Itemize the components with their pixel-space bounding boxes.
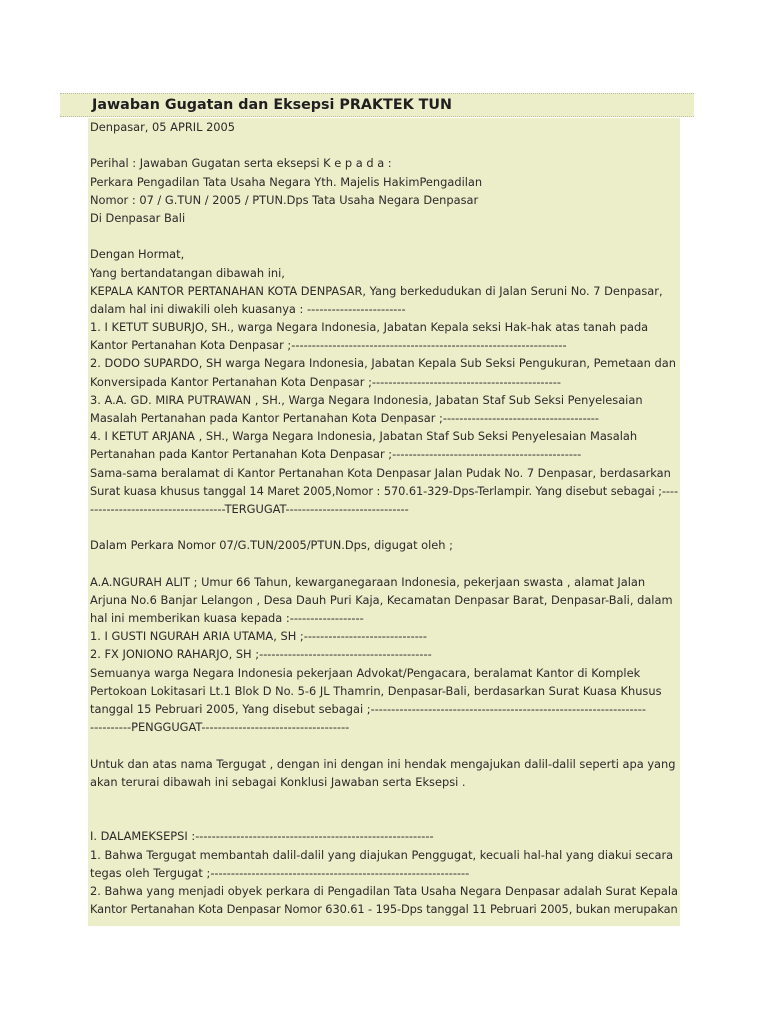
text-line: 3. A.A. GD. MIRA PUTRAWAN , SH., Warga Negara Indonesia, Jabatan Staf Sub Seksi Penyelesaian	[90, 392, 643, 407]
text-line: dalam hal ini diwakili oleh kuasanya : ------------------------	[90, 301, 406, 316]
text-line: ---------------------------------TERGUGAT------------------------------	[90, 501, 409, 516]
document-title: Jawaban Gugatan dan Eksepsi PRAKTEK TUN	[92, 97, 452, 113]
blank-line	[90, 736, 678, 754]
text-line: 1. I KETUT SUBURJO, SH., warga Negara Indonesia, Jabatan Kepala seksi Hak-hak atas tanah pada	[90, 320, 649, 335]
document-text	[90, 118, 678, 918]
text-line: Pertanahan pada Kantor Pertanahan Kota Denpasar ;----------------------------------------------	[90, 447, 582, 462]
text-line: tanggal 15 Pebruari 2005, Yang disebut sebagai ;-------------------------------------------------------------------	[90, 702, 646, 716]
blank-line	[90, 791, 678, 809]
text-line: 2. Bahwa yang menjadi obyek perkara di Pengadilan Tata Usaha Negara Denpasar adalah Surat Kepala	[90, 883, 679, 898]
text-line: A.A.NGURAH ALIT ; Umur 66 Tahun, kewarganegaraan Indonesia, pekerjaan swasta , alamat Jalan	[90, 574, 646, 589]
blank-line	[90, 518, 678, 536]
text-line: Di Denpasar Bali	[90, 210, 186, 225]
text-line: Kantor Pertanahan Kota Denpasar Nomor 630.61 - 195-Dps tanggal 11 Pebruari 2005, bukan merupakan	[90, 902, 678, 917]
text-line: Sama-sama beralamat di Kantor Pertanahan Kota Denpasar Jalan Pudak No. 7 Denpasar, berdasarkan	[90, 465, 671, 480]
text-line: Yang bertandatangan dibawah ini,	[90, 265, 285, 280]
text-line: ----------PENGGUGAT------------------------------------	[90, 720, 350, 735]
text-line: 1. Bahwa Tergugat membantah dalil-dalil yang diajukan Penggugat, kecuali hal-hal yang diakui secara	[90, 847, 674, 862]
text-line: Arjuna No.6 Banjar Lelangon , Desa Dauh Puri Kaja, Kecamatan Denpasar Barat, Denpasar-Bali, dalam	[90, 592, 673, 607]
text-line: 1. I GUSTI NGURAH ARIA UTAMA, SH ;------------------------------	[90, 629, 428, 644]
text-line: Masalah Pertanahan pada Kantor Pertanahan Kota Denpasar ;--------------------------------------	[90, 411, 600, 425]
text-line: 2. DODO SUPARDO, SH warga Negara Indonesia, Jabatan Kepala Sub Seksi Pengukuran, Pemetaan dan	[90, 356, 676, 371]
text-line: 2. FX JONIONO RAHARJO, SH ;------------------------------------------	[90, 647, 432, 662]
text-line: Perkara Pengadilan Tata Usaha Negara Yth. Majelis HakimPengadilan	[90, 174, 483, 189]
text-line: Konversipada Kantor Pertanahan Kota Denpasar ;----------------------------------------------	[90, 374, 561, 389]
text-line: Dalam Perkara Nomor 07/G.TUN/2005/PTUN.Dps, digugat oleh ;	[90, 538, 453, 553]
text-line: akan terurai dibawah ini sebagai Konklusi Jawaban serta Eksepsi .	[90, 774, 466, 789]
text-line: Semuanya warga Negara Indonesia pekerjaan Advokat/Pengacara, beralamat Kantor di Komplek	[90, 665, 641, 680]
text-line: hal ini memberikan kuasa kepada :------------------	[90, 611, 364, 626]
text-line: KEPALA KANTOR PERTANAHAN KOTA DENPASAR, Yang berkedudukan di Jalan Seruni No. 7 Denpasar,	[90, 283, 663, 298]
text-line: I. DALAMEKSEPSI :----------------------------------------------------------	[90, 829, 434, 844]
text-line: Untuk dan atas nama Tergugat , dengan ini dengan ini hendak mengajukan dalil-dalil seperti apa yang	[90, 756, 676, 771]
document-header	[60, 93, 694, 117]
text-line: Pertokoan Lokitasari Lt.1 Blok D No. 5-6 JL Thamrin, Denpasar-Bali, berdasarkan Surat Kuasa Khusus	[90, 683, 662, 698]
text-line: Nomor : 07 / G.TUN / 2005 / PTUN.Dps Tata Usaha Negara Denpasar	[90, 192, 479, 207]
text-line: tegas oleh Tergugat ;---------------------------------------------------------------	[90, 865, 470, 880]
text-line: Surat kuasa khusus tanggal 14 Maret 2005,Nomor : 570.61-329-Dps-Terlampir. Yang disebut sebagai ;----	[90, 483, 678, 498]
text-line: 4. I KETUT ARJANA , SH., Warga Negara Indonesia, Jabatan Staf Sub Seksi Penyelesaian Masalah	[90, 429, 638, 444]
document-body	[88, 118, 680, 926]
text-line: Denpasar, 05 APRIL 2005	[90, 120, 236, 134]
text-line: Kantor Pertanahan Kota Denpasar ;-------------------------------------------------------------------	[90, 338, 567, 353]
text-line: Perihal : Jawaban Gugatan serta eksepsi K e p a d a :	[90, 156, 392, 171]
blank-line	[90, 136, 678, 154]
blank-line	[90, 555, 678, 573]
text-line: Dengan Hormat,	[90, 247, 185, 262]
blank-line	[90, 227, 678, 245]
blank-line	[90, 809, 678, 827]
